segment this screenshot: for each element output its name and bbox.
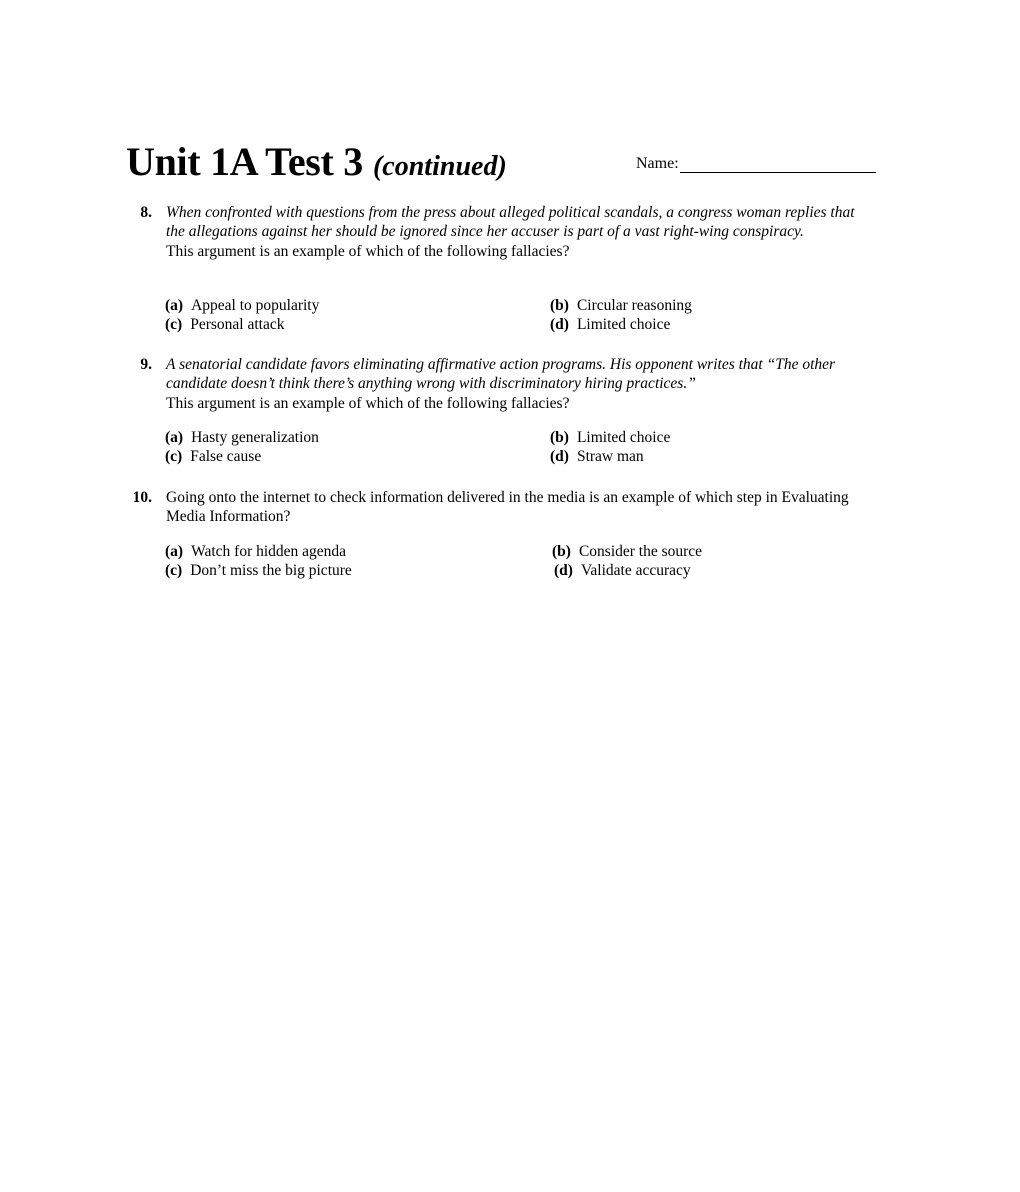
choice-text: Don’t miss the big picture	[190, 562, 352, 579]
question-prompt: This argument is an example of which of the following fallacies?	[166, 394, 570, 412]
choice-10d[interactable]	[554, 562, 691, 580]
name-blank-line[interactable]	[680, 156, 876, 173]
choice-8d[interactable]	[550, 316, 670, 334]
page-title	[126, 138, 507, 185]
choice-text: Straw man	[576, 448, 644, 465]
choice-9a[interactable]	[165, 429, 319, 447]
choice-8b[interactable]	[550, 297, 692, 315]
question-text	[166, 355, 856, 413]
question-number: 10.	[132, 489, 152, 506]
choice-10a[interactable]	[165, 543, 346, 561]
question-scenario: When confronted with questions from the press about alleged political scandals, a congress woman replies that the allegations against her should be ignored since her accuser is part of a vast right-wing conspiracy.	[166, 204, 855, 241]
choice-text: Hasty generalization	[191, 429, 319, 446]
choice-text: Limited choice	[576, 316, 671, 333]
title-text: Unit 1A Test 3	[126, 139, 363, 184]
question-scenario: A senatorial candidate favors eliminating affirmative action programs. His opponent writes that “The other candidate doesn’t think there’s anything wrong with discriminatory hiring practices.”	[166, 356, 836, 393]
choice-letter: (d)	[554, 562, 573, 579]
question-text	[166, 488, 856, 527]
choice-text: Appeal to popularity	[191, 297, 320, 314]
title-continued: (continued)	[372, 151, 507, 182]
choice-letter: (b)	[552, 543, 571, 560]
question-prompt: This argument is an example of which of the following fallacies?	[166, 242, 570, 260]
choice-text: Personal attack	[190, 316, 285, 333]
choice-text: False cause	[190, 448, 262, 465]
question-number: 9.	[140, 356, 152, 373]
question-prompt: Going onto the internet to check information delivered in the media is an example of which step in Evaluating Media Information?	[166, 489, 849, 526]
name-field	[636, 155, 876, 173]
choice-9d[interactable]	[550, 448, 644, 466]
choice-10b[interactable]	[552, 543, 702, 561]
choice-letter: (a)	[165, 297, 184, 314]
choice-letter: (a)	[165, 429, 184, 446]
choice-text: Watch for hidden agenda	[191, 543, 347, 560]
choice-text: Validate accuracy	[580, 562, 691, 579]
choice-letter: (b)	[550, 297, 569, 314]
choice-8a[interactable]	[165, 297, 319, 315]
choice-letter: (d)	[550, 316, 569, 333]
name-label: Name:	[636, 155, 679, 172]
choice-letter: (c)	[165, 316, 183, 333]
question-number: 8.	[140, 204, 152, 221]
choice-letter: (b)	[550, 429, 569, 446]
choice-text: Limited choice	[576, 429, 671, 446]
choice-letter: (d)	[550, 448, 569, 465]
choice-9b[interactable]	[550, 429, 670, 447]
choice-text: Consider the source	[578, 543, 703, 560]
choice-letter: (a)	[165, 543, 184, 560]
question-text	[166, 203, 856, 261]
choice-9c[interactable]	[165, 448, 261, 466]
choice-8c[interactable]	[165, 316, 284, 334]
choice-10c[interactable]	[165, 562, 352, 580]
choice-letter: (c)	[165, 562, 183, 579]
choice-text: Circular reasoning	[576, 297, 692, 314]
choice-letter: (c)	[165, 448, 183, 465]
